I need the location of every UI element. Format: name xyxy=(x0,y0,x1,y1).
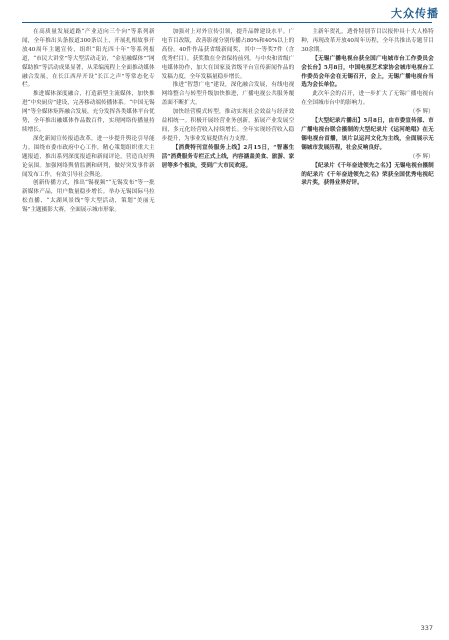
paragraph: 加快经营模式转型，推动实现社会效益与经济效益相统一。积极开展经营业务创新，拓展产业发展空间，多元化经营收入持续增长。全年实现经营收入稳步提升，为事业发展提供有力支撑。 xyxy=(161,109,295,142)
column-1 xyxy=(22,28,155,610)
paragraph: 加强对上对外宣传引领，提升品牌建设水平。广电节目改版，改善影视分别传播占80%和40%以上的高份。40件作品获省级新闻奖，其中一等奖7件（含优秀栏目），获奖数在全省保持前列。与中央和省级广电媒体协作，加大在国家及省级平台宣传新闻作品的发稿力度，全年发稿量稳步增长。 xyxy=(161,29,295,80)
article-body xyxy=(22,28,434,610)
paragraph: 推进“智慧广电”建设，深化融合发展，有线电视网络整合与转型升级加快推进，广播电视公共服务覆盖面不断扩大。 xyxy=(161,82,295,107)
author-credit: （李 辉） xyxy=(409,109,434,116)
column-3 xyxy=(301,28,434,610)
paragraph: 此次年会的召开，进一步扩大了无锡广播电视台在全国城市台中的影响力。 xyxy=(301,91,434,107)
section-title: 大众传播 xyxy=(391,7,439,20)
page-number: 337 xyxy=(420,624,433,632)
paragraph: 推进媒体深度融合，打造新型主流媒体，加快推进“中央厨房”建设，完善移动端传播体系。“中国无锡网”等全媒体矩阵融合发展，充分发挥各类媒体平台优势，全年推出融媒体作品数百件，实现网络传播量持续增长。 xyxy=(22,91,155,133)
column-2 xyxy=(162,28,295,610)
paragraph: 深化新闻宣传报道改革，进一步提升舆论引导能力。围绕市委市政府中心工作，精心策划组织重大主题报道，推出系列深度报道和新闻评论，营造良好舆论氛围。加强网络舆情监测和研判，做好突发事件新闻发布工作，有效引导社会舆论。 xyxy=(22,135,155,178)
running-header xyxy=(0,0,449,22)
paragraph: 主新年贺礼，透骨特别节目以报仲具十大人格特种，再现改革开放40周年历程，全年共推出专题节目30余期。 xyxy=(301,29,434,53)
paragraph: 【大型纪录片播出】5月8日，由市委宣传部、市广播电视台联合摄制的大型纪录片《运河绝唱》在无锡电视台首播，该片以运河文化为主线，全面展示无锡城市发展历程，社会反响良好。 xyxy=(301,118,434,151)
paragraph: 【无锡广播电视台获全国广电城市台工作委员会会长台】5月8日，中国电视艺术家协会城市电视台工作委员会年会在无锡召开，会上，无锡广播电视台当选为会长单位。 xyxy=(301,55,434,89)
paragraph: 在高质量发展道路“产业迈向三个向”等系列新闻，全年推出头条报道300条以上，开展扎根故事开放40周年主题宣传，组织“阳光四十年”等系列报道，“市民大讲堂”等大型活动走访，“金星融媒体”“网媒助推”等活动成果显著，从采编流程上全面推动媒体融合发展，在长江西岸开设“长江之声”等常态化专栏。 xyxy=(22,29,155,89)
paragraph: 【消费特刊宣传服务上线】2月15日，“智惠生活”消费服务专栏正式上线，内容涵盖美食、旅游、家居等多个板块，受到广大市民欢迎。 xyxy=(161,144,295,169)
author-credit: （李 辉） xyxy=(409,153,434,160)
paragraph: 【纪录片《千年奋进领先之名》】无锡电视台摄制的纪录片《千年奋进领先之名》荣获全国优秀电视纪录片奖，获得业界好评。 xyxy=(301,162,434,187)
header-divider xyxy=(22,22,432,23)
paragraph: 创新传播方式，推出“锡视频”“无锡发布”等一批新媒体产品，用户数量稳步增长。举办无锡国际马拉松直播、“太湖风景线”等大型活动，策划“美丽无锡”主题摄影大赛，全面展示城市形象。 xyxy=(22,180,155,214)
